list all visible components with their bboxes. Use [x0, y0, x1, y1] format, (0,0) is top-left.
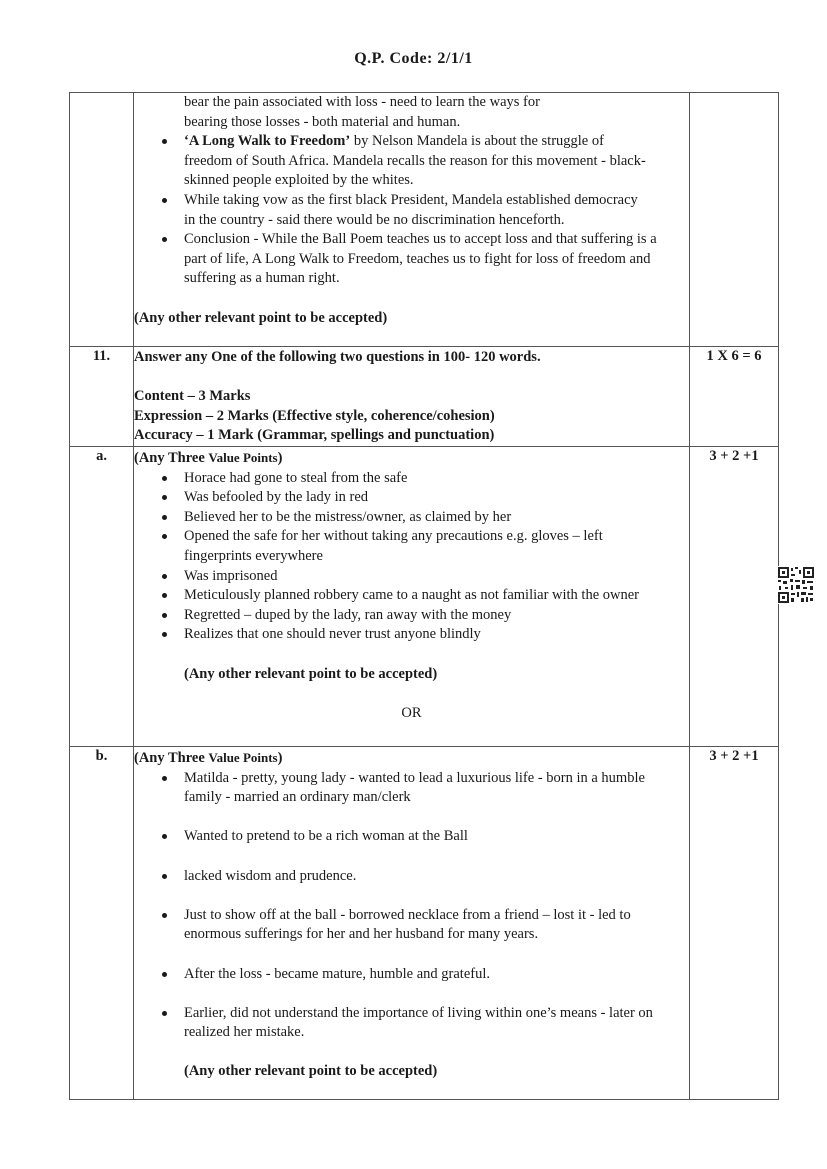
heading-part: ): [277, 449, 283, 466]
table-row-b: [70, 746, 779, 1099]
list-item-text: Conclusion - While the Ball Poem teaches us to accept loss and that suffering is a part of life, A Long Walk to Freedom, teaches us to fight for loss of freedom and suffering as a human right.: [184, 231, 657, 287]
list-item: Realizes that one should never trust anyone blindly: [184, 625, 689, 645]
list-item: [184, 230, 664, 289]
option-label: b.: [70, 746, 134, 1099]
expression-marks: Expression – 2 Marks (Effective style, coherence/cohesion): [134, 407, 495, 424]
heading-part: Value Points: [208, 749, 278, 765]
list-item: Believed her to be the mistress/owner, as claimed by her: [184, 508, 689, 528]
book-title: ‘A Long Walk to Freedom’: [184, 133, 351, 150]
value-points-heading: [134, 747, 689, 769]
list-item: lacked wisdom and prudence.: [184, 867, 689, 887]
option-label: a.: [70, 446, 134, 746]
list-item: Regretted – duped by the lady, ran away with the money: [184, 606, 689, 626]
qr-code-icon: [777, 566, 815, 604]
relevant-point-note: (Any other relevant point to be accepted): [134, 309, 388, 326]
continuation-line: bearing those losses - both material and human.: [184, 113, 461, 130]
marks-value: 3 + 2 +1: [690, 446, 779, 746]
list-item: Was befooled by the lady in red: [184, 488, 689, 508]
heading-part: ): [277, 749, 283, 766]
or-separator: OR: [401, 704, 422, 721]
marks-value: 1 X 6 = 6: [690, 347, 779, 447]
continuation-line: bear the pain associated with loss - need to learn the ways for: [184, 94, 540, 110]
value-points-list: [134, 769, 689, 1043]
list-item: Meticulously planned robbery came to a naught as not familiar with the owner: [184, 586, 672, 606]
content-marks: Content – 3 Marks: [134, 388, 251, 405]
table-row-q11: [70, 347, 779, 447]
list-item: Horace had gone to steal from the safe: [184, 469, 689, 489]
list-item: Opened the safe for her without taking any precautions e.g. gloves – left fingerprints everywhere: [184, 527, 672, 566]
question-number: 11.: [70, 347, 134, 447]
answer-cell-q11: [134, 347, 690, 447]
list-item: Matilda - pretty, young lady - wanted to lead a luxurious life - born in a humble family - married an ordinary man/clerk: [184, 769, 672, 808]
list-item: [184, 191, 644, 230]
relevant-point-note: (Any other relevant point to be accepted): [184, 1063, 438, 1080]
value-points-heading: [134, 447, 689, 469]
heading-part: (Any Three: [134, 449, 209, 466]
question-instruction: Answer any One of the following two questions in 100- 120 words.: [134, 349, 541, 365]
answer-cell-continuation: [134, 93, 690, 347]
qno-cell-empty: [70, 93, 134, 347]
list-item: Just to show off at the ball - borrowed necklace from a friend – lost it - led to enormous sufferings for her and her husband for many years.: [184, 906, 664, 945]
marks-value: 3 + 2 +1: [690, 746, 779, 1099]
answer-cell-b: [134, 746, 690, 1099]
answer-cell-a: [134, 446, 690, 746]
table-row-a: [70, 446, 779, 746]
continuation-points: [134, 132, 689, 289]
marks-cell-empty: [690, 93, 779, 347]
list-item: Wanted to pretend to be a rich woman at the Ball: [184, 827, 689, 847]
heading-part: Value Points: [208, 449, 278, 465]
list-item: Was imprisoned: [184, 567, 689, 587]
list-item-text: While taking vow as the first black President, Mandela established democracy in the country - said there would be no discrimination henceforth.: [184, 191, 638, 228]
list-item: Earlier, did not understand the importance of living within one’s means - later on realized her mistake.: [184, 1004, 674, 1043]
qp-code-header: Q.P. Code: 2/1/1: [354, 50, 473, 67]
relevant-point-note: (Any other relevant point to be accepted): [184, 665, 438, 682]
heading-part: (Any Three: [134, 749, 209, 766]
list-item-text: by Nelson Mandela is about the struggle of freedom of South Africa. Mandela recalls the reason for this movement - black-skinned people exploited by the whites.: [184, 133, 646, 189]
table-row-continuation: [70, 93, 779, 347]
value-points-list: [134, 469, 689, 645]
list-item: [184, 132, 654, 191]
marking-scheme-table: [69, 92, 779, 1100]
accuracy-marks: Accuracy – 1 Mark (Grammar, spellings and punctuation): [134, 427, 495, 444]
list-item: After the loss - became mature, humble and grateful.: [184, 965, 689, 985]
